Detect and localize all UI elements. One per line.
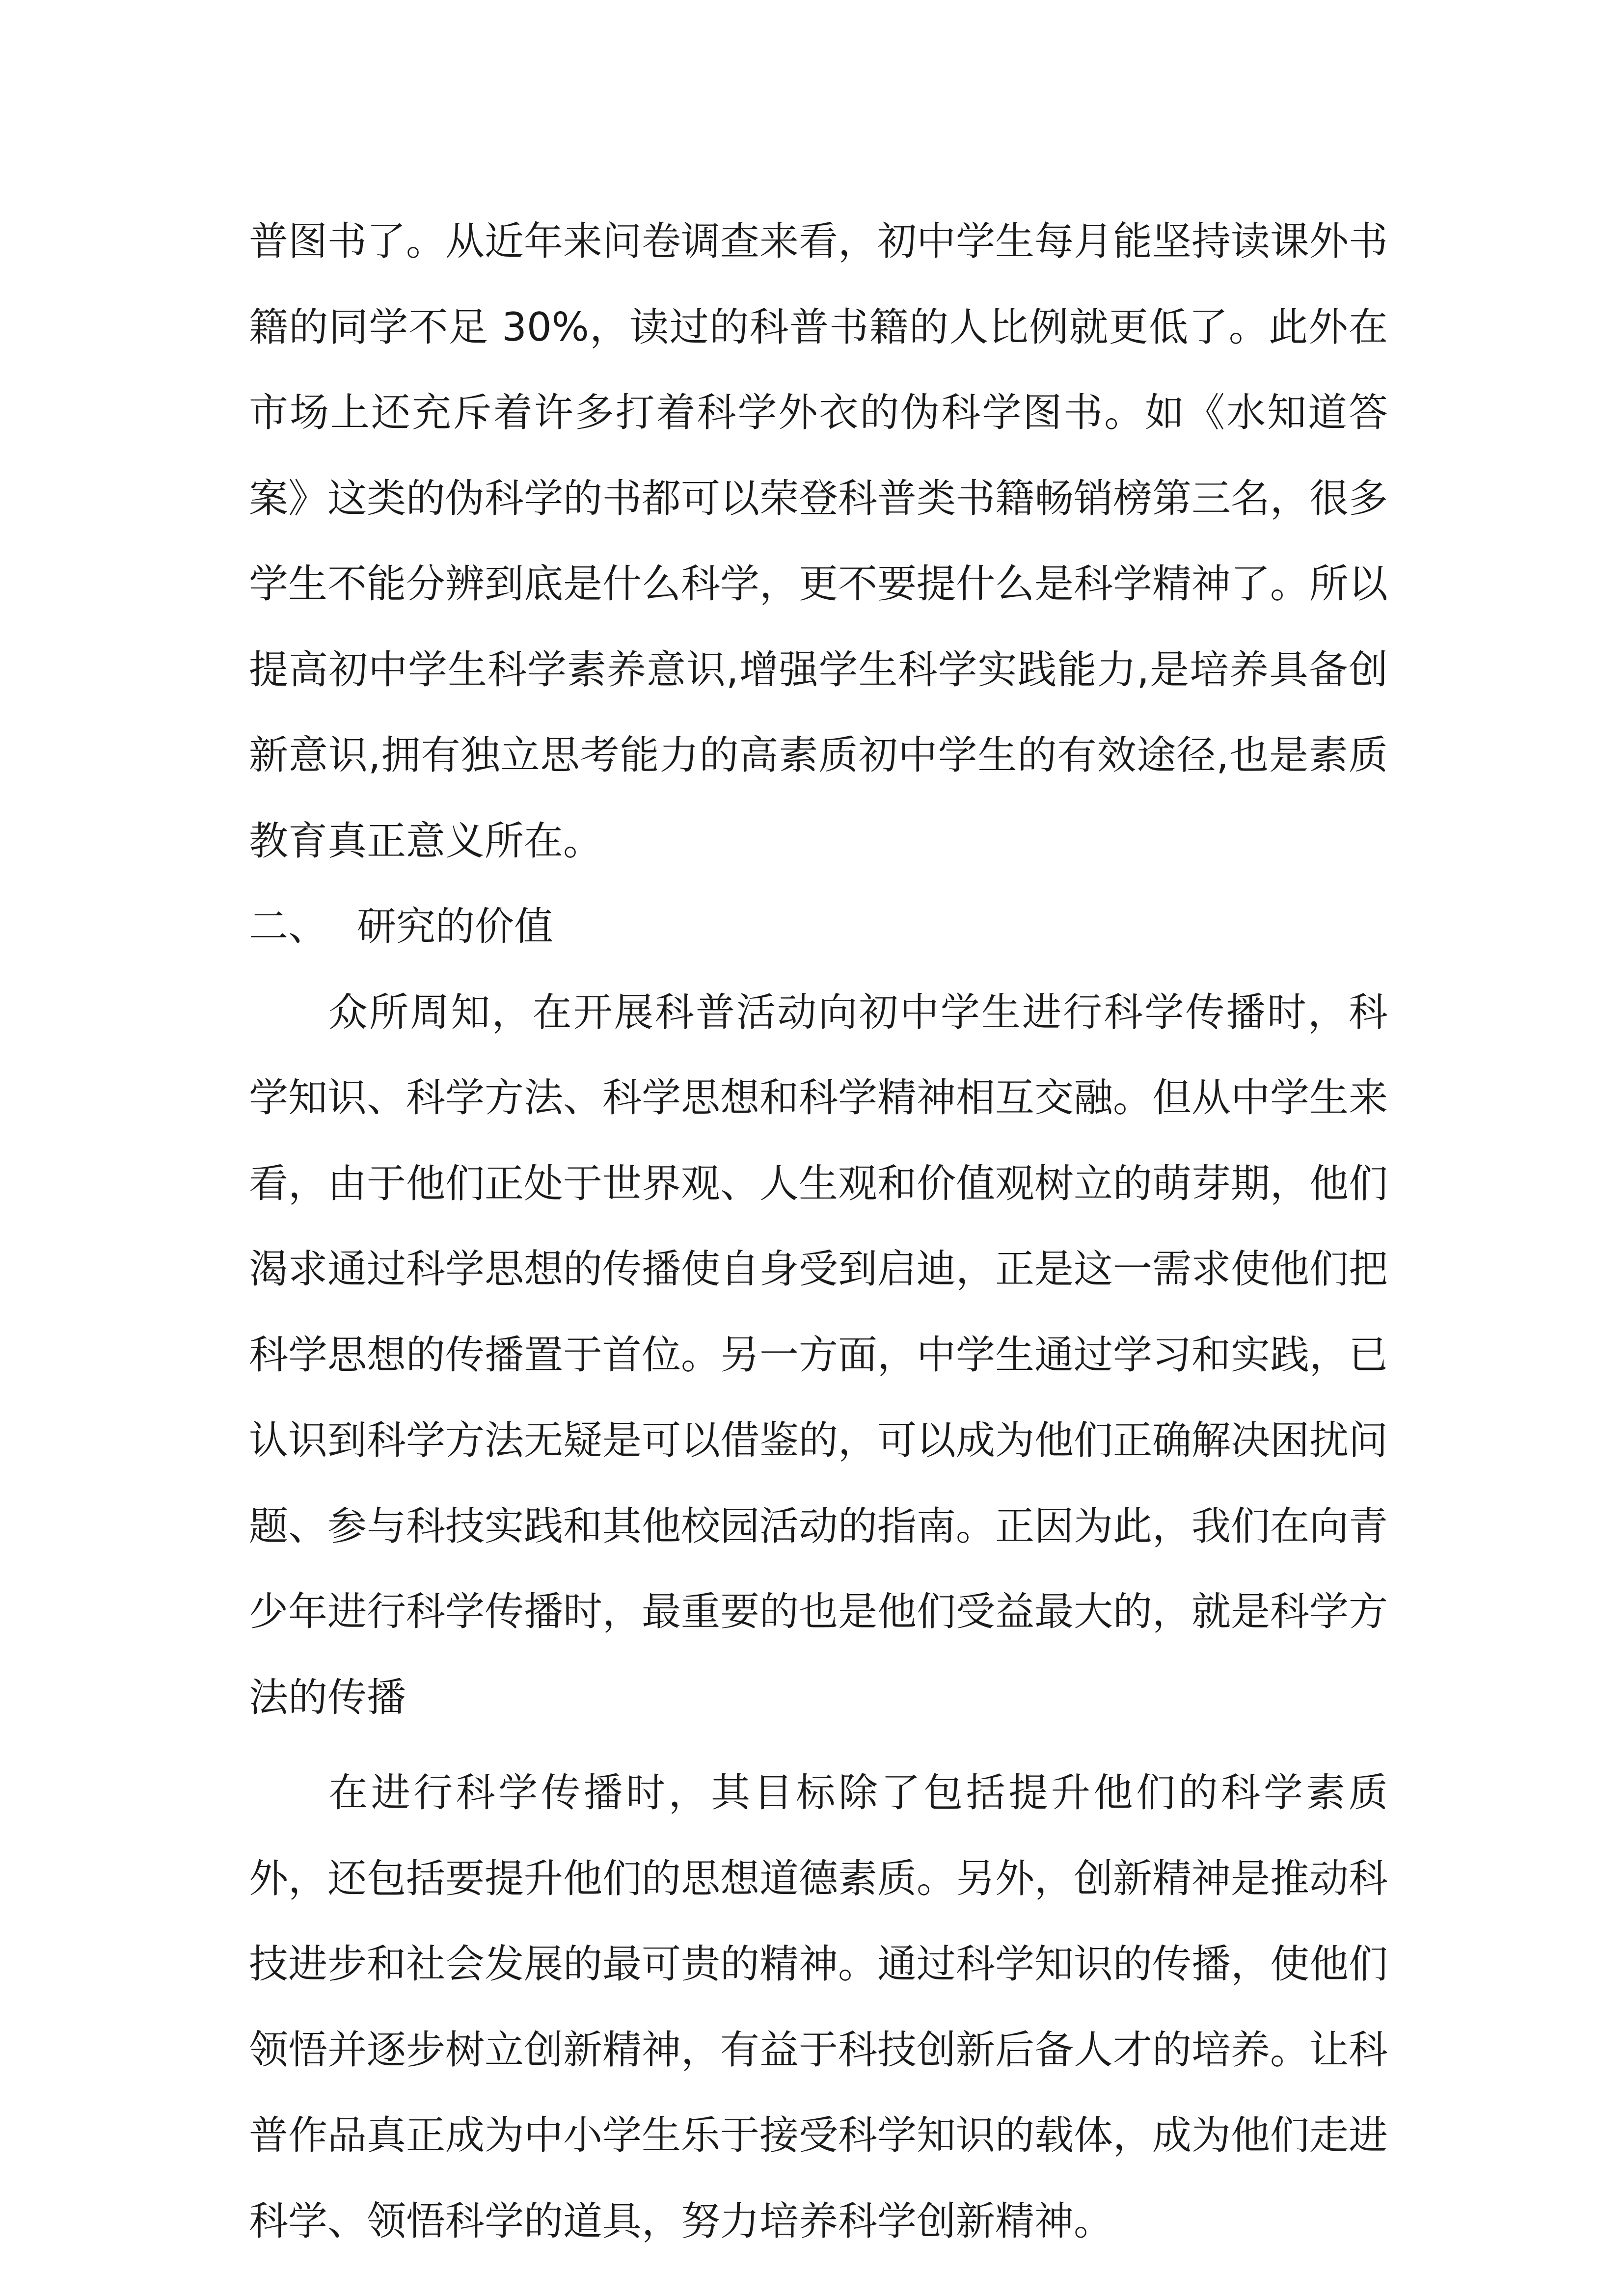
document-body (249, 199, 1388, 2264)
paragraph-research-value: 众所周知，在开展科普活动向初中学生进行科学传播时，科学知识、科学方法、科学思想和科学精神相互交融。但从中学生来看，由于他们正处于世界观、人生观和价值观树立的萌芽期，他们渴求通过科学思想的传播使自身受到启迪，正是这一需求使他们把科学思想的传播置于首位。另一方面，中学生通过学习和实践，已认识到科学方法无疑是可以借鉴的，可以成为他们正确解决困扰问题、参与科技实践和其他校园活动的指南。正因为此，我们在向青少年进行科学传播时，最重要的也是他们受益最大的，就是科学方法的传播 (249, 989, 1388, 1720)
section-heading-number: 二、 (249, 904, 327, 949)
section-heading (249, 884, 1388, 970)
paragraph-continuation: 普图书了。从近年来问卷调查来看，初中学生每月能坚持读课外书籍的同学不足 30%，读过的科普书籍的人比例就更低了。此外在市场上还充斥着许多打着科学外衣的伪科学图书。如《水知道答案》这类的伪科学的书都可以荣登科普类书籍畅销榜第三名，很多学生不能分辨到底是什么科学，更不要提什么是科学精神了。所以提高初中学生科学素养意识,增强学生科学实践能力,是培养具备创新意识,拥有独立思考能力的高素质初中学生的有效途径,也是素质教育真正意义所在。 (249, 218, 1388, 864)
section-heading-title: 研究的价值 (357, 904, 553, 949)
paragraph-science-communication-goals: 在进行科学传播时，其目标除了包括提升他们的科学素质外，还包括要提升他们的思想道德素质。另外，创新精神是推动科技进步和社会发展的最可贵的精神。通过科学知识的传播，使他们领悟并逐步树立创新精神，有益于科技创新后备人才的培养。让科普作品真正成为中小学生乐于接受科学知识的载体，成为他们走进科学、领悟科学的道具，努力培养科学创新精神。 (249, 1770, 1388, 2244)
